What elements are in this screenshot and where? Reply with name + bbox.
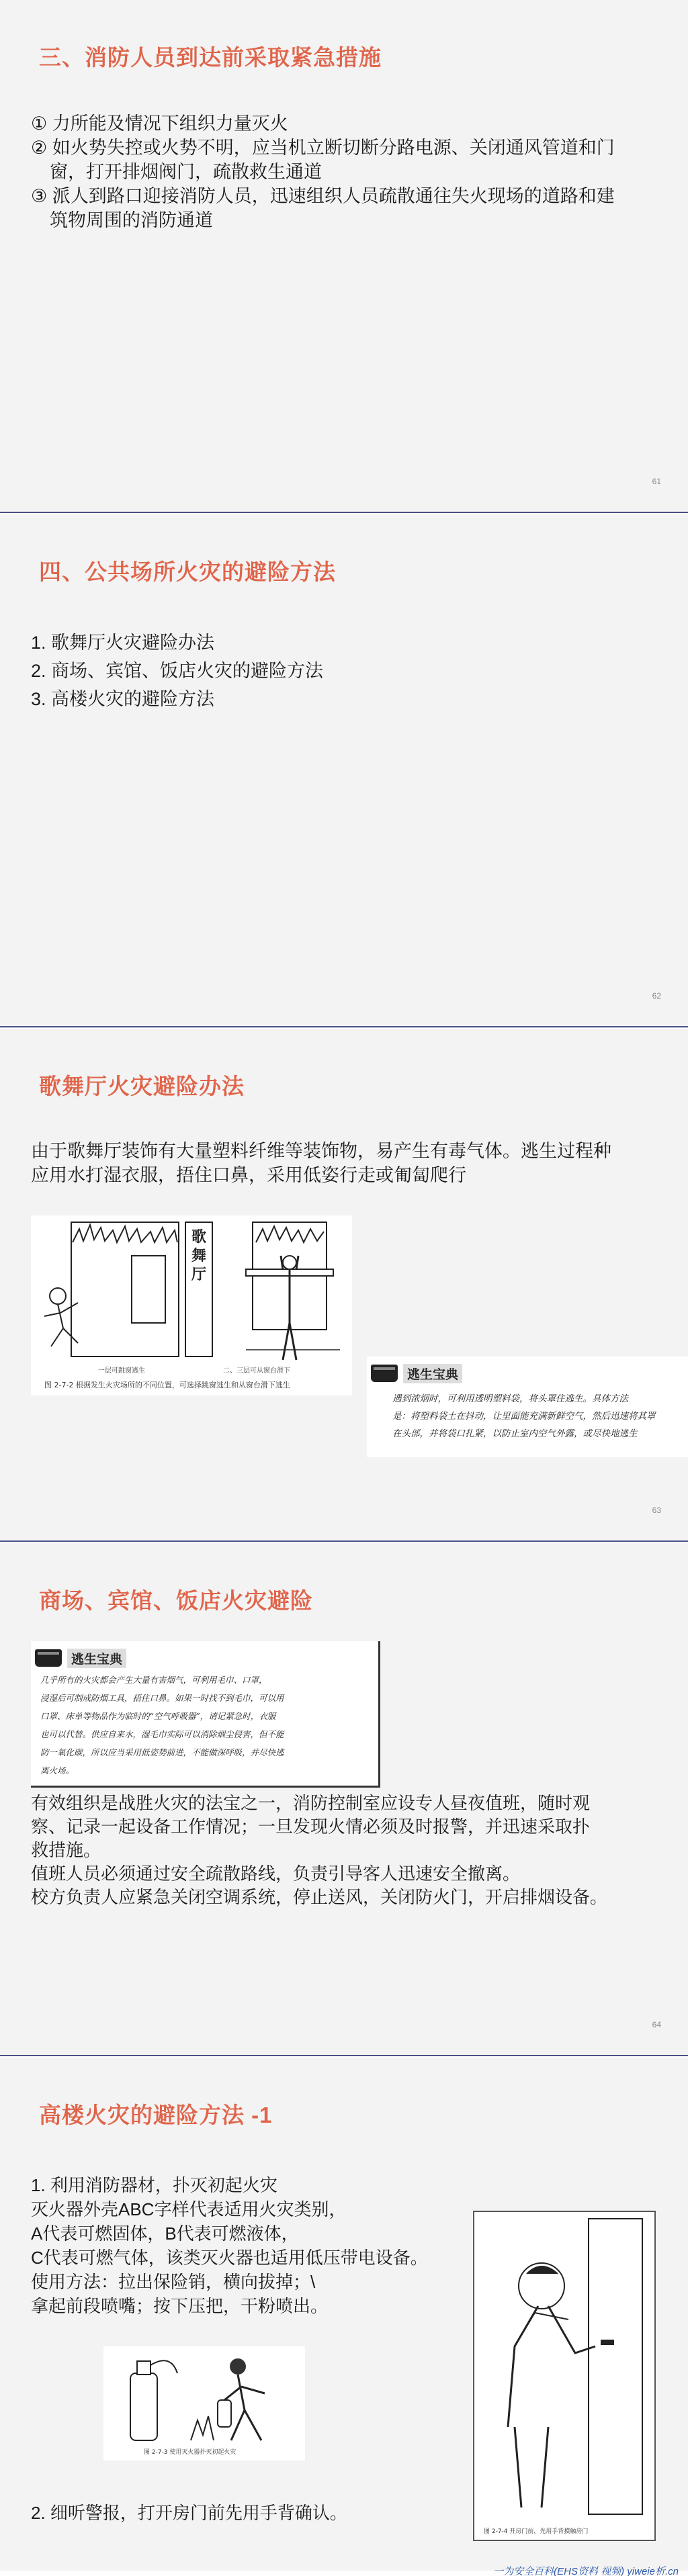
slide-title: 高楼火灾的避险方法 -1 [39,2103,273,2127]
page-number: 61 [652,477,661,486]
list-item: 1. 歌舞厅火灾避险办法 [31,633,215,653]
slide-title: 四、公共场所火灾的避险方法 [39,559,336,584]
slide-title: 歌舞厅火灾避险办法 [39,1074,245,1099]
page-number: 63 [652,1506,661,1515]
measures-list [31,111,615,232]
escape-tip-box [367,1356,688,1457]
intro-text: 由于歌舞厅装饰有大量塑料纤维等装饰物，易产生有毒气体。逃生过程种 应用水打湿衣服，捂住口鼻，采用低姿行走或匍匐爬行 [31,1141,611,1185]
sub-caption: 二、三层可从窗台滑下 [223,1367,290,1375]
site-footer[interactable]: 一为安全百科(EHS资料 视频) yiweie析.cn [493,2566,679,2576]
slide-63 [0,1029,688,1542]
extinguisher-text: 1. 利用消防器材，扑灭初起火灾 灭火器外壳ABC字样代表适用火灾类别， A代表可燃固体，B代表可燃液体， C代表可燃气体，该类灭火器也适用低压带电设备。 使用方法：拉出保险销，横向拔掉；\ 拿起前段喷嘴；按下压把，干粉喷出。 [31,2175,428,2316]
tip-text: 几乎所有的火灾都会产生大量有害烟气，可利用毛巾、口罩， 浸湿后可制成防烟工具，捂住口鼻。如果一时找不到毛巾，可以用 口罩、床单等物品作为临时的“空气呼吸器”，请记紧急时，衣服 也可以代替。供应自来水，湿毛巾实际可以消除烟尘侵害，但不能 防一氧化碳，所以应当采用低姿势前进，不能做深呼吸，并尽快逃 离火场。 [40,1675,284,1776]
list-item: ① 力所能及情况下组织力量灭火 [31,113,288,134]
slide-title: 商场、宾馆、饭店火灾避险 [39,1588,313,1613]
list-item: 2. 商场、宾馆、饭店火灾的避险方法 [31,661,324,681]
slide-64 [0,1543,688,2056]
escape-tip-box [31,1641,380,1788]
list-item: ② 如火势失控或火势不明，应当机立断切断分路电源、关闭通风管道和门 [31,138,615,158]
figure-caption: 图 2-7-3 使用灭火器扑灭初起火灾 [144,2449,236,2456]
slide-61 [0,0,688,513]
book-icon [371,1365,398,1382]
list-item: ③ 派人到路口迎接消防人员，迅速组织人员疏散通往失火现场的道路和建 [31,186,615,206]
slide-65 [0,2058,688,2571]
tip-header: 逃生宝典 [371,1362,462,1385]
page-number: 62 [652,991,661,1001]
escape-illustration [31,1215,352,1395]
figure-caption: 图 2-7-2 根据发生火灾场所的不同位置，可选择跳窗逃生和从窗台滑下逃生 [44,1381,290,1389]
door-drawing [474,2212,654,2521]
extinguisher-drawing [103,2346,305,2447]
book-icon [35,1649,62,1667]
methods-list [31,629,323,713]
sub-caption: 一层可跳窗逃生 [98,1367,145,1375]
tip-text: 遇到浓烟时，可利用透明塑料袋，将头罩住逃生。具体方法 是：将塑料袋土在抖动，让里面能充满新鲜空气，然后迅速将其罩 在头部，并将袋口扎紧，以防止室内空气外露，或尽快地逃生 [392,1393,656,1439]
slide-62 [0,514,688,1027]
page-number: 64 [652,2020,661,2029]
extinguisher-illustration [103,2346,305,2460]
list-item-continued: 窗，打开排烟阀门，疏散救生通道 [50,162,322,182]
door-illustration [473,2211,656,2541]
organization-text: 有效组织是战胜火灾的法宝之一，消防控制室应设专人昼夜值班，随时观 察、记录一起设备工作情况；一旦发现火情必须及时报警，并迅速采取扑 救措施。 值班人员必须通过安全疏散路线，负责引导客人迅速安全撤离。 校方负责人应紧急关闭空调系统，停止送风，关闭防火门，开启排烟设备。 [31,1793,608,1907]
tip-header: 逃生宝典 [35,1647,126,1669]
list-item: 3. 高楼火灾的避险方法 [31,689,215,709]
slide-title: 三、消防人员到达前采取紧急措施 [39,45,382,70]
figure-caption: 图 2-7-4 开房门前，先用手背摸触房门 [484,2528,589,2535]
sign-label: 歌舞厅 [191,1228,206,1283]
alarm-text: 2. 细听警报，打开房门前先用手背确认。 [31,2503,347,2523]
list-item-continued: 筑物周围的消防通道 [50,210,213,230]
